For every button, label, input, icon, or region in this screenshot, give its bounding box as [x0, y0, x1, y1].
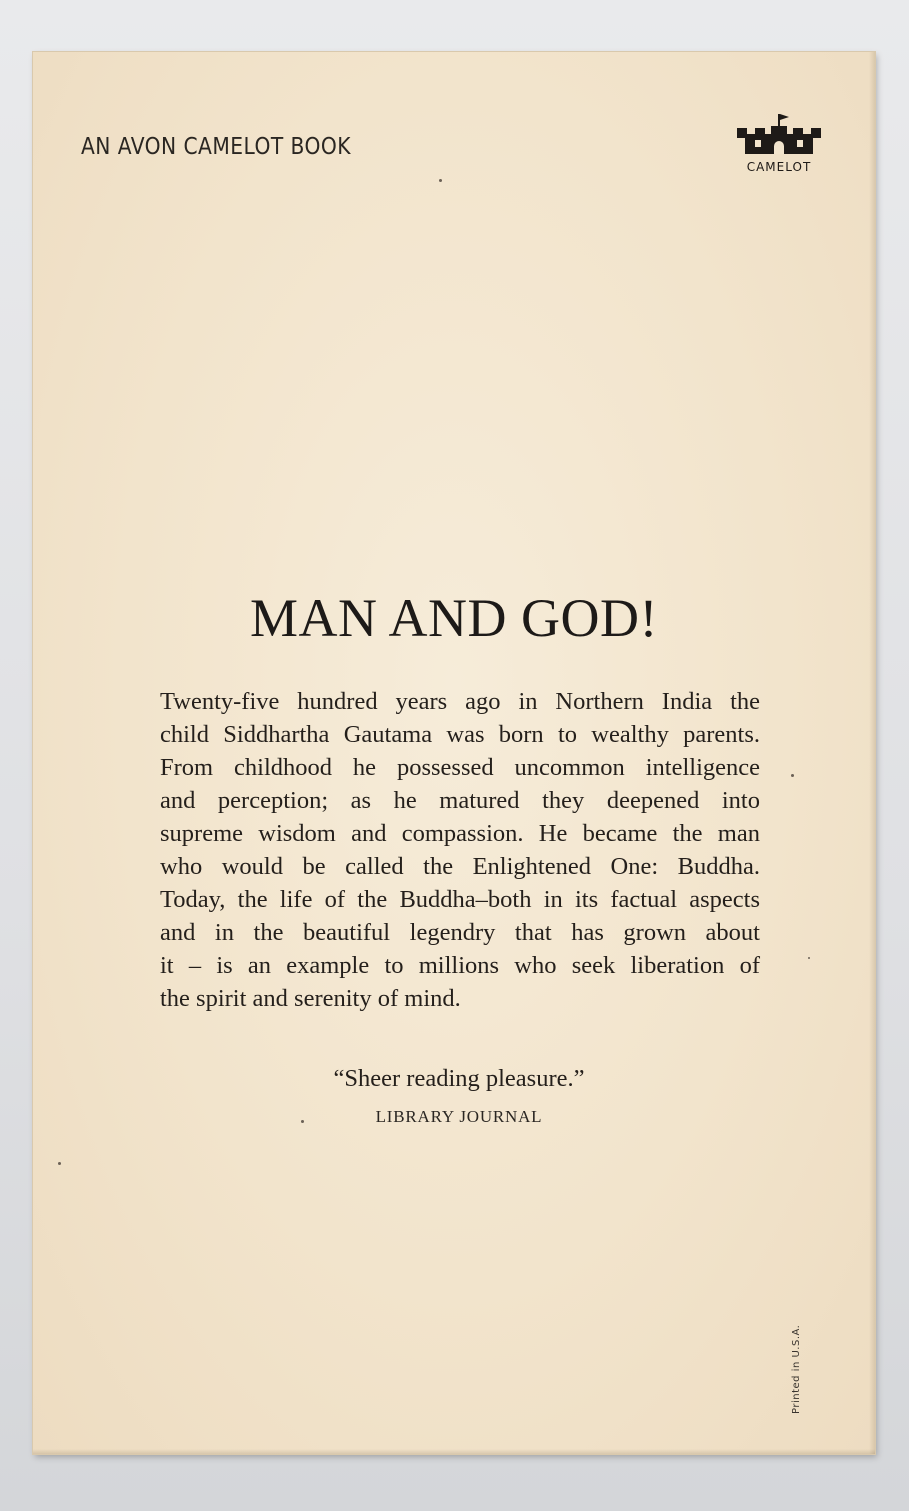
blurb-line: and in the beautiful legendry that has grown about [160, 919, 760, 946]
blurb-line: supreme wisdom and compassion. He became the man [160, 820, 760, 847]
castle-icon [733, 110, 825, 160]
paper-speck [808, 957, 810, 959]
paper-speck [791, 774, 794, 777]
camelot-logo [733, 110, 825, 176]
blurb-line: Twenty-five hundred years ago in Northern India the [160, 688, 760, 715]
paper-speck [58, 1162, 61, 1165]
review-source: LIBRARY JOURNAL [375, 1107, 543, 1126]
paper-speck [439, 179, 442, 182]
publisher-line: AN AVON CAMELOT BOOK [81, 134, 351, 160]
blurb-line: From childhood he possessed uncommon intelligence [160, 754, 760, 781]
blurb-paragraph [160, 685, 760, 1015]
blurb-line: the spirit and serenity of mind. [160, 985, 461, 1012]
blurb-line: Today, the life of the Buddha–both in its factual aspects [160, 886, 760, 913]
blurb-line: who would be called the Enlightened One: Buddha. [160, 853, 760, 880]
cover-edge-shadow [869, 52, 875, 1454]
blurb-line: and perception; as he matured they deepened into [160, 787, 760, 814]
blurb-line: child Siddhartha Gautama was born to wealthy parents. [160, 721, 760, 748]
cover-bottom-shadow [33, 1449, 875, 1454]
headline: MAN AND GOD! [250, 588, 658, 648]
paper-speck [301, 1120, 304, 1123]
blurb-line: it – is an example to millions who seek liberation of [160, 952, 760, 979]
logo-wordmark: CAMELOT [746, 160, 812, 174]
review-quote: “Sheer reading pleasure.” [333, 1065, 585, 1092]
book-back-cover [33, 52, 875, 1454]
printed-in-note: Printed in U.S.A. [791, 1324, 802, 1414]
